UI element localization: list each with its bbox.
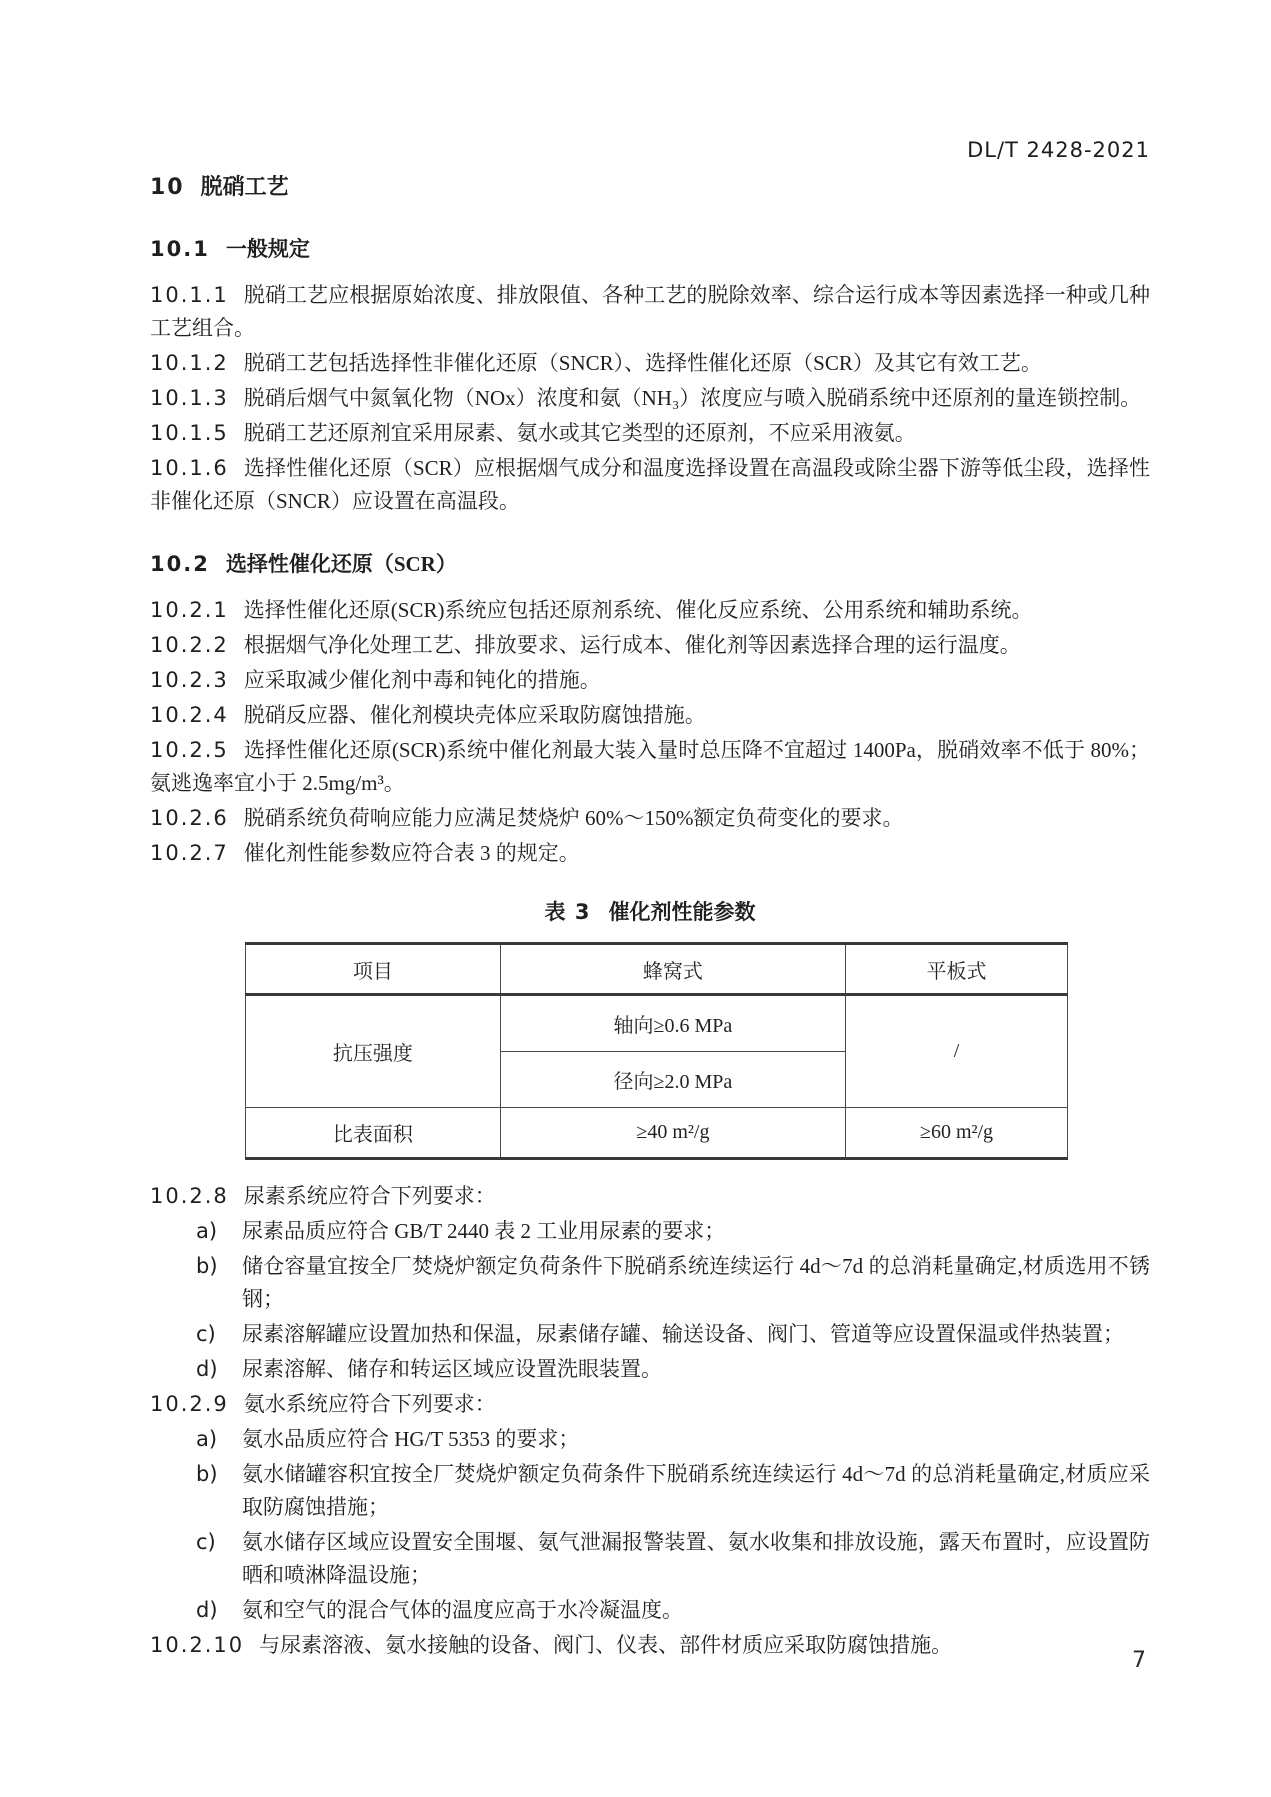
subitem-label: d) [196, 1357, 218, 1381]
table-caption-label: 表 3 [544, 900, 591, 924]
subitem-text: 尿素溶解罐应设置加热和保温，尿素储存罐、输送设备、阀门、管道等应设置保温或伴热装置； [242, 1322, 1124, 1346]
section-number: 10.2 [150, 552, 210, 576]
subitem-text: 氨和空气的混合气体的温度应高于水冷凝温度。 [242, 1598, 683, 1622]
subitem-list-10-2-9 [150, 1423, 1150, 1627]
clause-10-1-3 [150, 382, 1150, 415]
subitem-10-2-9-b [150, 1458, 1150, 1524]
section-heading-10-1 [150, 234, 1150, 264]
table-header-honeycomb: 蜂窝式 [500, 944, 845, 995]
clause-number: 10.2.3 [150, 668, 229, 692]
subitem-10-2-8-d [150, 1353, 1150, 1386]
clause-number: 10.2.8 [150, 1184, 229, 1208]
clause-text: 应采取减少催化剂中毒和钝化的措施。 [243, 668, 601, 692]
section-number: 10.1 [150, 237, 210, 261]
catalyst-parameters-table [245, 942, 1068, 1160]
clause-text: 脱硝系统负荷响应能力应满足焚烧炉 60%～150%额定负荷变化的要求。 [243, 806, 904, 830]
subitem-10-2-9-c [150, 1526, 1150, 1592]
subitem-label: d) [196, 1598, 218, 1622]
clause-10-2-8 [150, 1180, 1150, 1213]
subitem-label: b) [196, 1462, 218, 1486]
clause-10-2-7 [150, 837, 1150, 870]
doc-number: DL/T 2428-2021 [967, 138, 1150, 162]
clause-number: 10.1.3 [150, 386, 229, 410]
clause-text: 选择性催化还原(SCR)系统中催化剂最大装入量时总压降不宜超过 1400Pa，脱硝效率不低于 80%；氨逃逸率宜小于 2.5mg/m³。 [150, 738, 1150, 795]
chapter-heading [150, 172, 1150, 203]
clause-10-1-1 [150, 279, 1150, 345]
clause-text: 选择性催化还原(SCR)系统应包括还原剂系统、催化反应系统、公用系统和辅助系统。 [243, 598, 1033, 622]
clause-text: 脱硝工艺应根据原始浓度、排放限值、各种工艺的脱除效率、综合运行成本等因素选择一种或几种工艺组合。 [150, 283, 1150, 340]
subitem-10-2-8-a [150, 1215, 1150, 1248]
subitem-label: c) [196, 1322, 216, 1346]
clause-text: 脱硝工艺还原剂宜采用尿素、氨水或其它类型的还原剂，不应采用液氨。 [243, 421, 916, 445]
clause-number: 10.2.4 [150, 703, 229, 727]
subitem-10-2-9-a [150, 1423, 1150, 1456]
subitem-text: 氨水储存区域应设置安全围堰、氨气泄漏报警装置、氨水收集和排放设施，露天布置时，应设置防晒和喷淋降温设施； [242, 1530, 1150, 1587]
clause-number: 10.2.1 [150, 598, 229, 622]
clause-number: 10.2.7 [150, 841, 229, 865]
cell-honeycomb-radial: 径向≥2.0 MPa [500, 1052, 845, 1108]
cell-compressive-strength: 抗压强度 [246, 995, 501, 1108]
subitem-10-2-9-d [150, 1594, 1150, 1627]
chapter-number: 10 [150, 175, 185, 200]
page-number: 7 [1132, 1648, 1146, 1673]
clause-text: 氨水系统应符合下列要求： [243, 1392, 496, 1416]
subitem-text: 氨水品质应符合 HG/T 5353 的要求； [242, 1427, 580, 1451]
chapter-title: 脱硝工艺 [200, 174, 289, 199]
cell-plate-compressive: / [846, 995, 1068, 1108]
clause-text: 脱硝反应器、催化剂模块壳体应采取防腐蚀措施。 [243, 703, 706, 727]
clause-number: 10.2.6 [150, 806, 229, 830]
table-row-compressive-axial [246, 995, 1068, 1052]
clause-10-2-2 [150, 629, 1150, 662]
clause-number: 10.1.2 [150, 351, 229, 375]
table-caption-title: 催化剂性能参数 [608, 900, 756, 924]
clause-10-2-6 [150, 802, 1150, 835]
subitem-label: b) [196, 1254, 218, 1278]
clause-text: 脱硝后烟气中氮氧化物（NOx）浓度和氨（NH₃）浓度应与喷入脱硝系统中还原剂的量连锁控制。 [243, 386, 1142, 410]
subitem-list-10-2-8 [150, 1215, 1150, 1386]
clause-number: 10.2.2 [150, 633, 229, 657]
page-content [150, 138, 1150, 1664]
clause-10-1-6 [150, 452, 1150, 518]
subitem-label: a) [196, 1219, 218, 1243]
subitem-text: 尿素溶解、储存和转运区域应设置洗眼装置。 [242, 1357, 662, 1381]
table-header-row [246, 944, 1068, 995]
subitem-text: 储仓容量宜按全厂焚烧炉额定负荷条件下脱硝系统连续运行 4d～7d 的总消耗量确定,材质选用不锈钢； [242, 1254, 1150, 1311]
clause-text: 选择性催化还原（SCR）应根据烟气成分和温度选择设置在高温段或除尘器下游等低尘段，选择性非催化还原（SNCR）应设置在高温段。 [150, 456, 1150, 513]
table-caption [150, 896, 1150, 926]
table-row-surface-area [246, 1108, 1068, 1159]
clause-number: 10.1.5 [150, 421, 229, 445]
table-header-plate: 平板式 [846, 944, 1068, 995]
section-heading-10-2 [150, 549, 1150, 579]
clause-text: 催化剂性能参数应符合表 3 的规定。 [243, 841, 580, 865]
clause-10-2-5 [150, 734, 1150, 800]
table-header-item: 项目 [246, 944, 501, 995]
clause-text: 与尿素溶液、氨水接触的设备、阀门、仪表、部件材质应采取防腐蚀措施。 [259, 1633, 953, 1657]
subitem-label: c) [196, 1530, 216, 1554]
clause-number: 10.2.10 [150, 1633, 245, 1657]
clause-10-2-1 [150, 594, 1150, 627]
cell-honeycomb-axial: 轴向≥0.6 MPa [500, 995, 845, 1052]
cell-plate-surface: ≥60 m²/g [846, 1108, 1068, 1159]
clause-10-1-2 [150, 347, 1150, 380]
clause-number: 10.2.5 [150, 738, 229, 762]
section-title: 选择性催化还原（SCR） [225, 552, 457, 576]
clause-10-2-10 [150, 1629, 1150, 1662]
clause-text: 脱硝工艺包括选择性非催化还原（SNCR）、选择性催化还原（SCR）及其它有效工艺。 [243, 351, 1042, 375]
subitem-10-2-8-b [150, 1250, 1150, 1316]
clause-text: 尿素系统应符合下列要求： [243, 1184, 496, 1208]
clause-number: 10.1.6 [150, 456, 229, 480]
clause-10-2-3 [150, 664, 1150, 697]
subitem-10-2-8-c [150, 1318, 1150, 1351]
clause-10-2-9 [150, 1388, 1150, 1421]
cell-honeycomb-surface: ≥40 m²/g [500, 1108, 845, 1159]
clause-number: 10.1.1 [150, 283, 229, 307]
subitem-text: 尿素品质应符合 GB/T 2440 表 2 工业用尿素的要求； [242, 1219, 726, 1243]
subitem-text: 氨水储罐容积宜按全厂焚烧炉额定负荷条件下脱硝系统连续运行 4d～7d 的总消耗量确定,材质应采取防腐蚀措施； [242, 1462, 1150, 1519]
clause-10-2-4 [150, 699, 1150, 732]
clause-number: 10.2.9 [150, 1392, 229, 1416]
clause-text: 根据烟气净化处理工艺、排放要求、运行成本、催化剂等因素选择合理的运行温度。 [243, 633, 1021, 657]
cell-surface-area: 比表面积 [246, 1108, 501, 1159]
subitem-label: a) [196, 1427, 218, 1451]
section-title: 一般规定 [225, 237, 310, 261]
clause-10-1-5 [150, 417, 1150, 450]
